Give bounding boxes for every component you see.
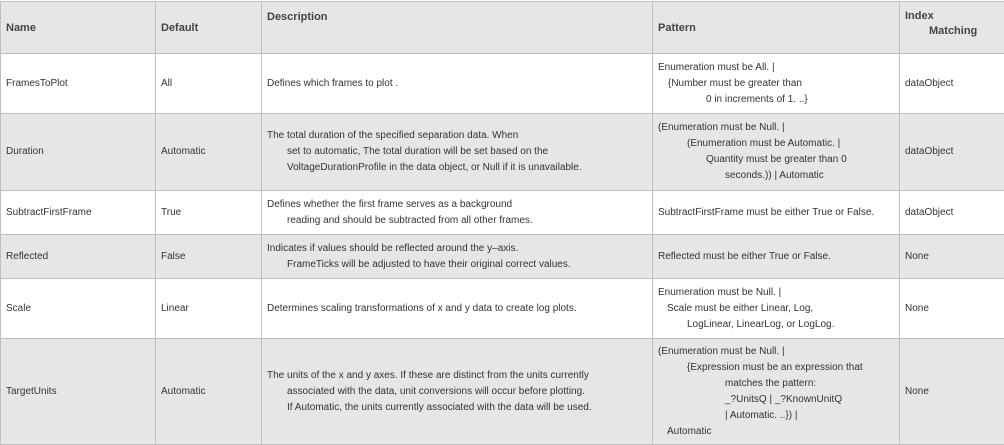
option-default: False: [156, 235, 262, 279]
option-name: FramesToPlot: [1, 54, 156, 114]
option-name: Reflected: [1, 235, 156, 279]
header-index-matching: [900, 2, 1004, 54]
pattern-line: 0 in increments of 1. ..}: [658, 92, 894, 108]
option-pattern: [653, 54, 900, 114]
option-name: SubtractFirstFrame: [1, 191, 156, 235]
option-index-matching: None: [900, 279, 1004, 339]
option-index-matching: None: [900, 235, 1004, 279]
description-line: If Automatic, the units currently associated with the data will be used.: [267, 400, 647, 416]
table-row: [1, 114, 1004, 191]
description-line: FrameTicks will be adjusted to have their original correct values.: [267, 257, 647, 273]
description-line: The total duration of the specified separation data. When: [267, 128, 647, 144]
description-line: The units of the x and y axes. If these are distinct from the units currently: [267, 368, 647, 384]
description-line: Indicates if values should be reflected around the y–axis.: [267, 241, 647, 257]
table-row: [1, 54, 1004, 114]
pattern-line: Enumeration must be All. |: [658, 60, 894, 76]
description-line: reading and should be subtracted from all other frames.: [267, 213, 647, 229]
description-line: Defines which frames to plot .: [267, 76, 647, 92]
pattern-line: (Enumeration must be Null. |: [658, 120, 894, 136]
option-default: Linear: [156, 279, 262, 339]
option-index-matching: dataObject: [900, 114, 1004, 191]
option-description: [262, 235, 653, 279]
table-row: [1, 339, 1004, 445]
option-pattern: [653, 191, 900, 235]
description-line: Determines scaling transformations of x and y data to create log plots.: [267, 301, 647, 317]
table-row: [1, 235, 1004, 279]
pattern-line: {Number must be greater than: [658, 76, 894, 92]
header-pattern: Pattern: [653, 2, 900, 54]
pattern-line: SubtractFirstFrame must be either True or False.: [658, 205, 894, 221]
pattern-line: {Expression must be an expression that: [658, 360, 894, 376]
option-description: [262, 191, 653, 235]
description-line: set to automatic, The total duration will be set based on the: [267, 144, 647, 160]
pattern-line: (Enumeration must be Automatic. |: [658, 136, 894, 152]
option-pattern: [653, 339, 900, 445]
option-name: Scale: [1, 279, 156, 339]
pattern-line: Automatic: [658, 424, 894, 440]
option-default: True: [156, 191, 262, 235]
header-index-line1: Index: [905, 9, 999, 24]
option-description: [262, 114, 653, 191]
description-line: Defines whether the first frame serves as a background: [267, 197, 647, 213]
pattern-line: Scale must be either Linear, Log,: [658, 301, 894, 317]
option-pattern: [653, 235, 900, 279]
pattern-line: Reflected must be either True or False.: [658, 249, 894, 265]
option-pattern: [653, 279, 900, 339]
option-description: [262, 279, 653, 339]
header-default: Default: [156, 2, 262, 54]
option-default: Automatic: [156, 339, 262, 445]
table-row: [1, 191, 1004, 235]
header-row: [1, 2, 1004, 54]
description-line: VoltageDurationProfile in the data object, or Null if it is unavailable.: [267, 160, 647, 176]
option-description: [262, 54, 653, 114]
pattern-line: Quantity must be greater than 0: [658, 152, 894, 168]
option-index-matching: dataObject: [900, 54, 1004, 114]
options-table: [0, 1, 1004, 445]
option-default: All: [156, 54, 262, 114]
option-index-matching: None: [900, 339, 1004, 445]
option-name: Duration: [1, 114, 156, 191]
pattern-line: LogLinear, LinearLog, or LogLog.: [658, 317, 894, 333]
option-name: TargetUnits: [1, 339, 156, 445]
pattern-line: (Enumeration must be Null. |: [658, 344, 894, 360]
option-pattern: [653, 114, 900, 191]
option-index-matching: dataObject: [900, 191, 1004, 235]
header-name: Name: [1, 2, 156, 54]
option-default: Automatic: [156, 114, 262, 191]
pattern-line: matches the pattern:: [658, 376, 894, 392]
pattern-line: seconds.)) | Automatic: [658, 168, 894, 184]
pattern-line: _?UnitsQ | _?KnownUnitQ: [658, 392, 894, 408]
table-row: [1, 279, 1004, 339]
description-line: associated with the data, unit conversions will occur before plotting.: [267, 384, 647, 400]
header-description: Description: [262, 2, 653, 54]
option-description: [262, 339, 653, 445]
pattern-line: | Automatic. ..}) |: [658, 408, 894, 424]
pattern-line: Enumeration must be Null. |: [658, 285, 894, 301]
header-index-line2: Matching: [905, 24, 999, 39]
